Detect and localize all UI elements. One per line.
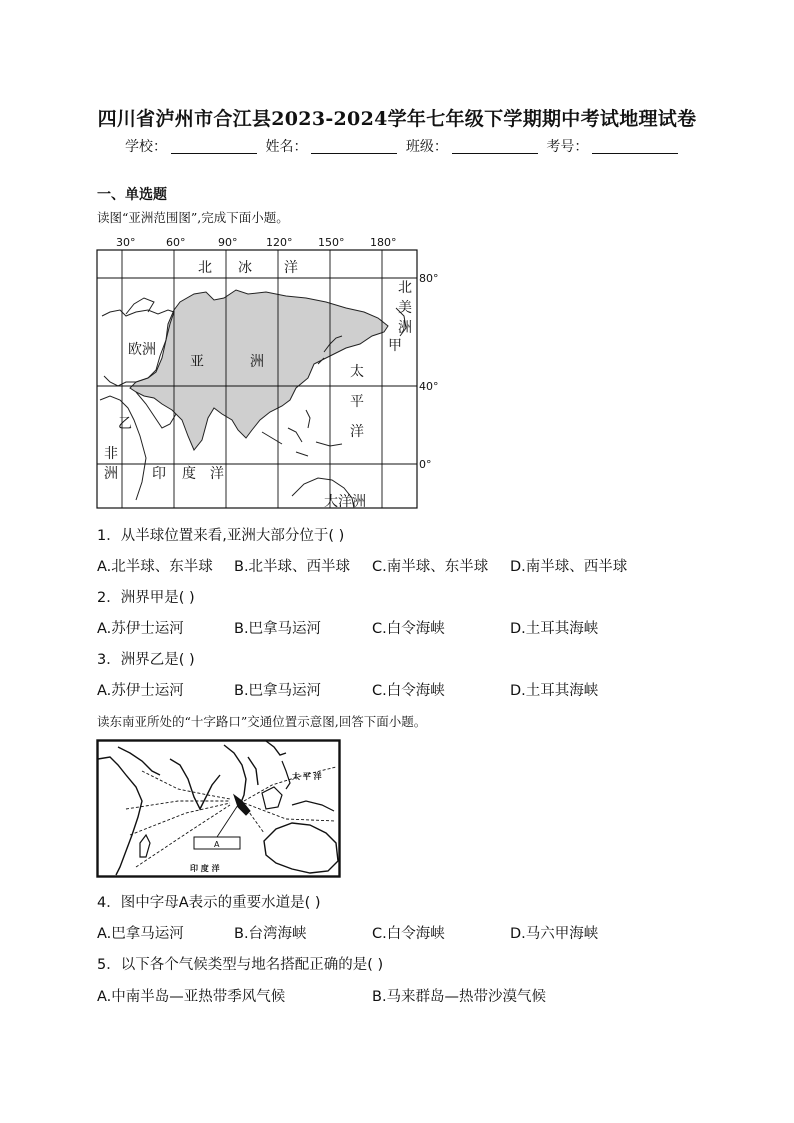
pacific-label: 太 平 洋 bbox=[292, 772, 322, 781]
exam-title: 四川省泸州市合江县2023-2024学年七年级下学期期中考试地理试卷 bbox=[97, 108, 697, 130]
arctic-char: 洋 bbox=[284, 260, 298, 276]
pacific-char: 洋 bbox=[350, 424, 364, 440]
lon-label: 90° bbox=[218, 236, 238, 249]
option-b[interactable]: B.马来群岛—热带沙漠气候 bbox=[372, 989, 547, 1005]
section-heading: 一、单选题 bbox=[97, 187, 167, 203]
intro-text-1: 读图“亚洲范围图”,完成下面小题。 bbox=[97, 210, 289, 225]
option-d[interactable]: D.土耳其海峡 bbox=[510, 683, 599, 699]
class-blank[interactable] bbox=[452, 139, 538, 154]
question-2: 2．洲界甲是( ) bbox=[97, 590, 195, 606]
arctic-char: 北 bbox=[198, 260, 212, 276]
option-c[interactable]: C.白令海峡 bbox=[372, 926, 445, 942]
option-d[interactable]: D.马六甲海峡 bbox=[510, 926, 599, 942]
option-a[interactable]: A.巴拿马运河 bbox=[97, 926, 184, 942]
lon-label: 60° bbox=[166, 236, 186, 249]
option-a[interactable]: A.苏伊士运河 bbox=[97, 683, 184, 699]
lon-label: 30° bbox=[116, 236, 136, 249]
africa-char: 洲 bbox=[104, 466, 118, 482]
oceania-label: 大洋洲 bbox=[324, 494, 366, 510]
option-a[interactable]: A.北半球、东半球 bbox=[97, 559, 213, 575]
lon-label: 150° bbox=[318, 236, 345, 249]
option-c[interactable]: C.白令海峡 bbox=[372, 683, 445, 699]
school-label: 学校： bbox=[125, 139, 167, 155]
arctic-char: 冰 bbox=[238, 260, 252, 276]
asia-char: 亚 bbox=[190, 354, 204, 370]
pacific-char: 平 bbox=[350, 394, 364, 410]
indian-char: 印 bbox=[152, 466, 166, 482]
lat-label: 80° bbox=[419, 272, 439, 285]
intro-text-2: 读东南亚所处的“十字路口”交通位置示意图,回答下面小题。 bbox=[97, 714, 427, 729]
lon-label: 180° bbox=[370, 236, 397, 249]
option-a[interactable]: A.苏伊士运河 bbox=[97, 621, 184, 637]
option-b[interactable]: B.北半球、西半球 bbox=[234, 559, 351, 575]
class-label: 班级： bbox=[405, 139, 448, 155]
student-info-row bbox=[125, 136, 682, 156]
number-blank[interactable] bbox=[592, 139, 678, 154]
name-blank[interactable] bbox=[311, 139, 397, 154]
indian-char: 洋 bbox=[210, 466, 224, 482]
option-b[interactable]: B.台湾海峡 bbox=[234, 926, 307, 942]
option-c[interactable]: C.南半球、东半球 bbox=[372, 559, 489, 575]
option-d[interactable]: D.土耳其海峡 bbox=[510, 621, 599, 637]
boundary-jia-label: 甲 bbox=[388, 338, 402, 354]
indian-char: 度 bbox=[182, 466, 196, 482]
number-label: 考号： bbox=[546, 139, 589, 155]
map-frame bbox=[98, 741, 340, 877]
school-blank[interactable] bbox=[171, 139, 257, 154]
na-char: 美 bbox=[398, 300, 412, 316]
southeast-asia-crossroads-map bbox=[96, 739, 342, 879]
option-b[interactable]: B.巴拿马运河 bbox=[234, 683, 322, 699]
boundary-yi-label: 乙 bbox=[118, 416, 132, 432]
pacific-char: 太 bbox=[350, 364, 364, 380]
question-1: 1．从半球位置来看,亚洲大部分位于( ) bbox=[97, 528, 345, 544]
option-d[interactable]: D.南半球、西半球 bbox=[510, 559, 628, 575]
lat-label: 40° bbox=[419, 380, 439, 393]
indian-ocean-label: 印 度 洋 bbox=[190, 864, 220, 873]
question-4: 4．图中字母A表示的重要水道是( ) bbox=[97, 895, 321, 911]
asia-char: 洲 bbox=[250, 354, 264, 370]
africa-char: 非 bbox=[104, 446, 118, 462]
label-a: A bbox=[214, 840, 220, 849]
asia-range-map bbox=[96, 232, 439, 514]
question-3: 3．洲界乙是( ) bbox=[97, 652, 195, 668]
option-a[interactable]: A.中南半岛—亚热带季风气候 bbox=[97, 989, 286, 1005]
na-char: 北 bbox=[398, 280, 412, 296]
name-label: 姓名： bbox=[265, 139, 308, 155]
na-char: 洲 bbox=[398, 320, 412, 336]
question-5: 5．以下各个气候类型与地名搭配正确的是( ) bbox=[97, 957, 384, 973]
option-c[interactable]: C.白令海峡 bbox=[372, 621, 445, 637]
option-b[interactable]: B.巴拿马运河 bbox=[234, 621, 322, 637]
europe-label: 欧洲 bbox=[128, 342, 156, 358]
lat-label: 0° bbox=[419, 458, 432, 471]
lon-label: 120° bbox=[266, 236, 293, 249]
